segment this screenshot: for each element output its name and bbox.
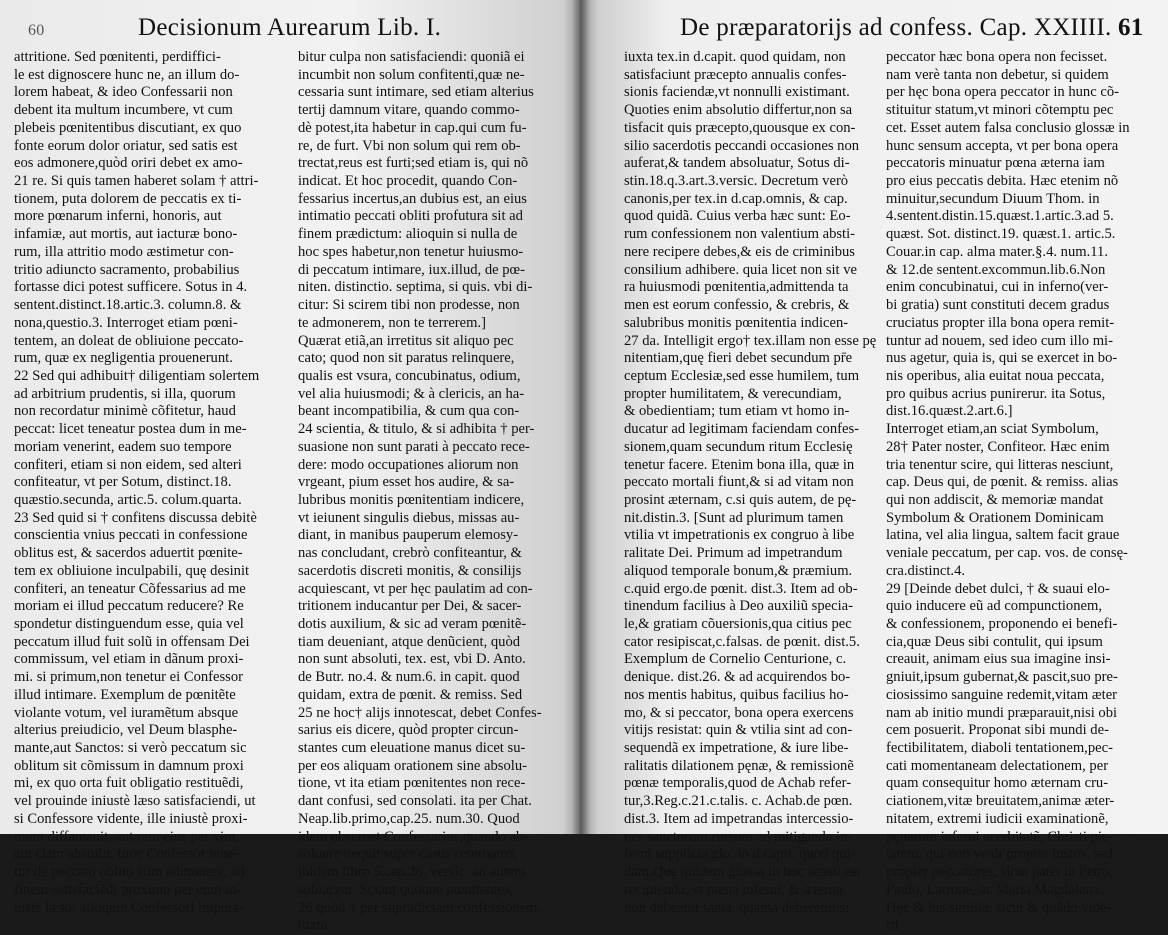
text-line: peccator hæc bona opera non fecisset.	[886, 49, 1108, 65]
text-line: di peccatum intimare, iux.illud, de pœ-	[298, 261, 525, 278]
text-line: sarius eis dicere, quòd propter circun-	[298, 722, 519, 739]
text-line: trectat,reus est furti;sed etiam is, qui nõ	[298, 155, 529, 172]
text-line: 21 re. Si quis tamen haberet solam † attri-	[14, 173, 259, 190]
text-line: sentent.distinct.18.artic.3. column.8. &	[14, 297, 242, 314]
text-line: fonte eorum dolor oriatur, sed satis est	[14, 137, 238, 154]
text-line: rum, illa attritio modo æstimetur con-	[14, 243, 234, 260]
text-line: 28† Pater noster, Confiteor. Hæc enim	[886, 438, 1110, 455]
text-line: peccato mortali fiunt,& si ad vitam non	[624, 474, 854, 491]
text-line: per eos aliquam orationem sine absolu-	[298, 757, 527, 774]
text-line: confiteri, an teneatur Cõfessarius ad me	[14, 580, 246, 597]
text-line: re, de furt. Vbi non solum qui rem ob-	[298, 137, 521, 154]
text-line: cruciatus propter illa bona opera remit-	[886, 314, 1115, 331]
text-line: intimatio peccati obliti profutura sit ad	[298, 208, 523, 225]
right-running-head: De præparatorijs ad confess. Cap. XXIIII.	[680, 14, 1112, 41]
text-line: idem obseruet Confessarius,quando ab-	[298, 828, 529, 845]
text-line: Quoties enim absolutio differtur,non sa	[624, 102, 853, 119]
text-line: men est eorum confessio, & crebris, &	[624, 297, 850, 314]
text-line: ciationem,vitæ breuitatem,animæ æter-	[886, 793, 1115, 810]
text-line: 26 quòd † per supradictam confessionem,	[298, 899, 542, 916]
text-line: finem satisfaciẽdi proximo per eum in-	[14, 881, 242, 898]
text-line: te admonerem, non te terrerem.]	[298, 314, 487, 331]
text-line: vrgeant, pium esset hos audire, & sa-	[298, 474, 515, 491]
text-line: vitijs resistat: quin & vtilia sint ad con-	[624, 722, 853, 739]
text-line: mi, ex quo orta fuit obligatio restituẽdi,	[14, 775, 244, 792]
text-line: plebeis pœnitentibus discutiant, ex quo	[14, 119, 242, 136]
text-line: nitatem, extremi iudicii examinationẽ,	[886, 810, 1109, 827]
text-line: pro eius peccatis debita. Hæc etenim nõ	[886, 173, 1119, 190]
text-line: dè potest,ita habetur in cap.qui cum fu-	[298, 119, 527, 136]
text-line: & obedientiam; tum etiam vt homo in-	[624, 403, 850, 420]
text-line: Interroget etiam,an sciat Symbolum,	[886, 421, 1099, 438]
text-line: aut clam abstulit, tunc Confessor tene-	[14, 846, 239, 863]
text-line: nitentiam,quę fieri debet secundum pr̄e	[624, 350, 853, 367]
text-line: tinendum facilius à Deo auxiliũ specia-	[624, 598, 853, 615]
text-line: confiteri, etiam si non eidem, sed alteri	[14, 456, 242, 473]
text-line: pro quibus acrius punirerur. ita Sotus,	[886, 385, 1106, 402]
text-line: le est dignoscere hunc ne, an illum do-	[14, 66, 240, 83]
text-line: mum diffamauit, aut rem eius per vim,	[14, 828, 240, 845]
text-line: finem prædictum: alioquin si nulla de	[298, 226, 518, 243]
text-line: le,& gratiam cõuersionis,qua citius pec	[624, 616, 852, 632]
text-line: 4.sentent.distin.15.quæst.1.artic.3.ad 5.	[886, 208, 1114, 225]
text-line: aliquod temporale bonum,& præmium.	[624, 562, 853, 579]
text-line: Hęc & his similia, sicut & quãdo vide-	[886, 899, 1112, 916]
text-line: violante votum, vel iuramẽtum absque	[14, 704, 239, 721]
text-line: sionis faciendæ,vt nonnulli existimant.	[624, 84, 850, 101]
text-line: consilium adhibere. quia licet non sit ve	[624, 261, 858, 278]
text-line: cator resipiscat,c.falsas. de pœnit. dist.5.	[624, 633, 860, 650]
text-line: tuntur ad nouem, sed ideo cum illo mi-	[886, 332, 1113, 349]
right-column-2	[886, 49, 1148, 935]
text-line: nis operibus, alia euitat noua peccata,	[886, 367, 1105, 384]
text-line: si Confessore vidente, ille iniustè proxi-	[14, 810, 248, 827]
text-line: quod quidã. Cuius verba hæc sunt: Eo-	[624, 208, 851, 225]
text-line: quæst. Sot. distinct.19. quæst.1. artic.5.	[886, 226, 1116, 243]
text-line: 29 [Deinde debet dulci, † & suaui elo-	[886, 580, 1110, 597]
text-line: nam ab initio mundi præparauit,nisi obi	[886, 704, 1118, 721]
text-line: rum confessionem non valentium absti-	[624, 226, 856, 243]
text-line: Symbolum & Orationem Dominicam	[886, 509, 1104, 526]
text-line: tisfacit quis præcepto,quousque ex con-	[624, 119, 856, 136]
text-line: lorem habeat, & ideo Confessarii non	[14, 84, 233, 101]
text-line: bi gratia) sunt constituti decem gradus	[886, 297, 1110, 314]
text-line: 22 Sed qui adhibuit† diligentiam solertem	[14, 367, 260, 384]
text-line: recipienda, vt pœna inferni, & æterna	[624, 881, 843, 898]
text-line: enim concubinatui, cui in inferno(ver-	[886, 279, 1109, 296]
text-line: & 12.de sentent.excommun.lib.6.Non	[886, 261, 1106, 278]
text-line: ceptum Ecclesiæ,sed esse humilem, tum	[624, 367, 860, 384]
text-line: soluere nequit super casus reseruatos,	[298, 846, 518, 863]
text-line: de Butr. no.4. & num.6. in capit. quod	[298, 669, 520, 686]
text-line: vtilia vt impetrationis ex congruo à libe	[624, 527, 855, 544]
text-line: gniuit,ipsum gubernat,& pascit,suo pre-	[886, 669, 1118, 686]
text-line: Exemplum de Cornelio Centurione, c.	[624, 651, 847, 668]
text-line: cato; quod non sit paratus relinquere,	[298, 350, 515, 367]
text-line: tione, vt ita etiam pœnitentes non rece-	[298, 775, 526, 792]
text-line: moriam venerint, eadem suo tempore	[14, 438, 232, 455]
text-line: tur de peccato oblito eum admonere, ad	[14, 864, 245, 881]
text-line: more pœnarum inferni, honoris, aut	[14, 208, 222, 225]
text-line: bitur culpa non satisfaciendi: quoniã ei	[298, 49, 525, 65]
text-line: ducatur ad legitimam faciendam confes-	[624, 421, 860, 438]
text-line: 25 ne hoc† alijs innotescat, debet Confes-	[298, 704, 542, 721]
text-line: pœnæ temporalis,quod de Achab refer-	[624, 775, 852, 792]
text-line: peccatoris minuatur pœna æterna iam	[886, 155, 1105, 172]
text-line: canonis,per tex.in d.cap.omnis, & cap.	[624, 190, 848, 207]
text-line: sacerdotis discreti monitis, & consilijs	[298, 562, 522, 579]
text-line: illud intimare. Exemplum de pœnitẽte	[14, 686, 236, 703]
text-line: attritione. Sed pœnitenti, perdiffici-	[14, 49, 221, 65]
right-page	[580, 0, 1168, 934]
text-line: nam verè tanta non debetur, si quidem	[886, 66, 1109, 83]
text-line: propter peccatores, sicut patet in Petro,	[886, 864, 1114, 881]
text-line: dist.16.quæst.2.art.6.]	[886, 403, 1013, 420]
text-line: prosint æternam, c.si quis autem, de pę-	[624, 491, 857, 508]
text-line: hoc spes habetur,non tenetur huiusmo-	[298, 243, 524, 260]
text-line: nona,questio.3. Interroget etiam pœni-	[14, 314, 238, 331]
text-line: stituitur statum,vt minori cõtemptu pec	[886, 102, 1114, 119]
text-line: 23 Sed quid si † confitens discussa debitè	[14, 509, 257, 526]
text-line: tertij damnum vitare, quando commo-	[298, 102, 520, 119]
text-line: spondetur distinguendum esse, quia vel	[14, 616, 244, 632]
text-line: oblitus est, & sacerdos aduertit pœnite-	[14, 545, 243, 562]
text-line: c.quid ergo.de pœnit. dist.3. Item ad ob-	[624, 580, 858, 597]
text-line: suasione non sunt parati à peccato rece-	[298, 438, 530, 455]
text-line: moriam ei illud peccatum reducere? Re	[14, 598, 244, 615]
text-line: vt ieiunent singulis diebus, missas au-	[298, 509, 520, 526]
text-line: fessarius incertus,an dubius est, an eius	[298, 190, 527, 207]
text-line: infamiæ, aut mortis, aut iacturæ bono-	[14, 226, 238, 243]
text-line: tentem, an doleat de obliuione peccato-	[14, 332, 244, 349]
text-line: stantes cum eleuatione manus dicet su-	[298, 740, 526, 757]
text-line: non sunt absoluti, tex. est, vbi D. Anto.	[298, 651, 526, 668]
text-line: Paulo, Latrone, ac Maria Magdalena.	[886, 881, 1103, 898]
text-line: salubribus monitis pœnitentia indicen-	[624, 314, 849, 331]
text-line: sequendã ex impetratione, & iure libe-	[624, 740, 849, 757]
text-line: tiam deueniant, atque denũcient, quòd	[298, 633, 521, 650]
text-line: nos mentis habitus, quibus facilius ho-	[624, 686, 849, 703]
text-line: tenetur facere. Etenim bona illa, quæ in	[624, 456, 855, 473]
text-line: cessaria sunt intimare, sed etiam alterius	[298, 84, 534, 101]
left-running-head: Decisionum Aurearum Lib. I.	[138, 14, 442, 41]
text-line: stin.18.q.3.art.3.versic. Decretum verò	[624, 173, 849, 190]
text-line: satisfaciunt præcepto annualis confes-	[624, 66, 847, 83]
book-gutter	[572, 0, 590, 834]
text-line: creauit, animam eius sua imagine insi-	[886, 651, 1111, 668]
text-line: ferni supplicia,glo. in d.capit. quod qui-	[624, 846, 856, 863]
text-line: niten. distinctio. septima, si quis. vbi di-	[298, 279, 533, 296]
text-line: tria tenentur scire, qui litteras nesciunt,	[886, 456, 1114, 473]
text-line: auferat,& tandem absoluatur, Sotus di-	[624, 155, 850, 172]
text-line: cia,quæ Deus sibi contulit, qui ipsum	[886, 633, 1103, 650]
text-line: nus agetur, quia is, qui se exercet in bo-	[886, 350, 1118, 367]
text-line: tionem, puta dolorem de peccatis ex ti-	[14, 190, 242, 207]
text-line: nas concludant, crebrò confiteantur, &	[298, 545, 522, 562]
left-page	[0, 0, 580, 934]
text-line: vel alia huiusmodi; & à clericis, an ha-	[298, 385, 525, 402]
text-line: dere: modo occupationes aliorum non	[298, 456, 519, 473]
text-line: nes sanctorum.rursum ad mitiganda in-	[624, 828, 853, 845]
text-line: oblitum sit cõmissum in damnum proxi	[14, 757, 244, 774]
text-line: pęnarum inferni acerbitatẽ, Christi pie-	[886, 828, 1114, 845]
text-line: veniale peccatum, per cap. vos. de consę-	[886, 545, 1128, 562]
text-line: mi. si primum,non tenetur ei Confessor	[14, 669, 244, 686]
text-line: tritionem inducantur per Dei, & sacer-	[298, 598, 522, 615]
text-line: nit.distin.3. [Sunt ad plurimum tamen	[624, 509, 844, 526]
text-line: latina, vel alia lingua, saltem facit graue	[886, 527, 1120, 544]
right-column-1	[624, 49, 886, 917]
text-line: ciosissimo sanguine redemit,vitam æter	[886, 686, 1118, 703]
text-line: indicat. Et hoc procedit, quando Con-	[298, 173, 518, 190]
text-line: quidam, extra de pœnit. & remiss. Sed	[298, 686, 523, 703]
text-line: qui non addiscit, & memoriæ mandat	[886, 491, 1104, 508]
text-line: citur: Si scirem tibi non prodesse, non	[298, 297, 520, 314]
text-line: sionem,quam secundum ritum Ecclesię	[624, 438, 853, 455]
left-column-2	[298, 49, 554, 935]
text-line: subiaceat. Sciant quoque pœnitentes,	[298, 881, 514, 898]
text-line: iuxta	[298, 917, 328, 934]
text-line: ra huiusmodi pœnitentia,admittenda ta	[624, 279, 849, 296]
text-line: dist.3. Item ad impetrandas intercessio-	[624, 810, 854, 827]
text-line: ad arbitrium prudentis, si illa, quorum	[14, 385, 236, 402]
text-line: cet. Esset autem falsa conclusio glossæ in	[886, 119, 1130, 136]
text-line: incumbit non solum confitenti,quæ ne-	[298, 66, 525, 83]
text-line: Neap.lib.primo,cap.25. num.30. Quod	[298, 810, 520, 827]
text-line: per hęc bona opera peccator in hunc cõ-	[886, 84, 1119, 101]
text-line: rit	[886, 917, 899, 934]
text-line: minuitur,secundum Diuum Thom. in	[886, 190, 1100, 207]
text-line: ibidem libro 5.cap.36. versic. an autem	[298, 864, 526, 881]
text-line: fortasse dici potest sufficere. Sotus in 4.	[14, 279, 248, 296]
text-line: vel prouinde iniustè læso satisfaciendi, ut	[14, 793, 256, 810]
text-line: rum, quæ ex negligentia prouenerunt.	[14, 350, 233, 367]
right-folio: 61	[1118, 14, 1144, 41]
text-line: quam consequitur homo æternam cru-	[886, 775, 1109, 792]
text-line: qualis est vsura, concubinatus, odium,	[298, 367, 521, 384]
text-line: conscientia vnius peccati in confessione	[14, 527, 248, 544]
text-line: nere recipere debes,& eis de criminibus	[624, 243, 855, 260]
text-line: 24 scientia, & titulo, & si adhibita † per-	[298, 421, 535, 438]
text-line: dotis auxilium, & sic ad veram pœnitẽ-	[298, 616, 527, 632]
text-line: acquiescant, vt per hęc paulatim ad con-	[298, 580, 533, 597]
text-line: hunc sensum accepta, vt per bona opera	[886, 137, 1119, 154]
text-line: tem ex obliuione inculpabili, quę desinit	[14, 562, 250, 579]
text-line: iustè læso; alioquin Confessori imputa-	[14, 899, 244, 916]
text-line: non recordatur minimè cõfitetur, haud	[14, 403, 236, 420]
text-line: cati momentaneam delectationem, per	[886, 757, 1109, 774]
text-line: tatem, qui non venit propter iustos, sed	[886, 846, 1113, 863]
text-line: Quærat etiã,an irretitus sit aliquo pec	[298, 332, 514, 349]
text-line: cra.distinct.4.	[886, 562, 966, 579]
text-line: alterius preiudicio, vel Deum blasphe-	[14, 722, 238, 739]
left-folio: 60	[28, 22, 45, 39]
text-line: fectibilitatem, diaboli tentationem,pec-	[886, 740, 1113, 757]
text-line: eos admonere,quòd oriri debet ex amo-	[14, 155, 243, 172]
text-line: cem posuerit. Proponat sibi mundi de-	[886, 722, 1109, 739]
text-line: mo, & si peccator, bona opera exercens	[624, 704, 854, 721]
text-line: confiteatur, vt per Sotum, distinct.18.	[14, 474, 232, 491]
text-line: cap. Deus qui, de pœnit. & remiss. alias	[886, 474, 1119, 491]
text-line: quio inducere eũ ad compunctionem,	[886, 598, 1102, 615]
text-line: peccatum illud fuit solũ in offensam Dei	[14, 633, 250, 650]
text-line: peccat: licet teneatur postea dum in me-	[14, 421, 247, 438]
text-line: silio sacerdotis peccandi occasiones non	[624, 137, 860, 154]
text-line: diant, in manibus pauperum elemosy-	[298, 527, 519, 544]
text-line: dant confusi, sed consolati. ita per Chat.	[298, 793, 532, 810]
text-line: lubribus monitis pœnitentiam indicere,	[298, 491, 525, 508]
text-line: ralitatis dilationem pęnæ, & remissionẽ	[624, 757, 854, 774]
text-line: denique. dist.26. & ad acquirendos bo-	[624, 669, 851, 686]
text-line: & confessionem, proponendo ei benefi-	[886, 616, 1118, 632]
text-line: quæstio.secunda, artic.5. colum.quarta.	[14, 491, 242, 508]
left-column-1	[14, 49, 282, 917]
text-line: tritio adiuncto sacramento, probabilius	[14, 261, 240, 278]
text-line: tur,3.Reg.c.21.c.talis. c. Achab.de pœn.	[624, 793, 853, 810]
text-line: Couar.in cap. alma mater.§.4. num.11.	[886, 243, 1108, 260]
text-line: mante,aut Sanctos: si verò peccatum sic	[14, 740, 247, 757]
text-line: commissum, vel etiam in dãnum proxi-	[14, 651, 244, 668]
text-line: propter humilitatem, & verecundiam,	[624, 385, 842, 402]
text-line: debent ita multum incumbere, vt cum	[14, 102, 233, 119]
text-line: ralitate Dei. Primum ad impetrandum	[624, 545, 843, 562]
text-line: iuxta tex.in d.capit. quod quidam, non	[624, 49, 846, 65]
text-line: 27 da. Intelligit ergo† tex.illam non esse pę	[624, 332, 877, 349]
text-line: non debeatur tanta, quanta deberetur,si	[624, 899, 850, 916]
text-line: dam.Quę quidem glossa in hoc sensu est	[624, 864, 861, 881]
text-line: beant incompatibilia, & cum qua con-	[298, 403, 520, 420]
